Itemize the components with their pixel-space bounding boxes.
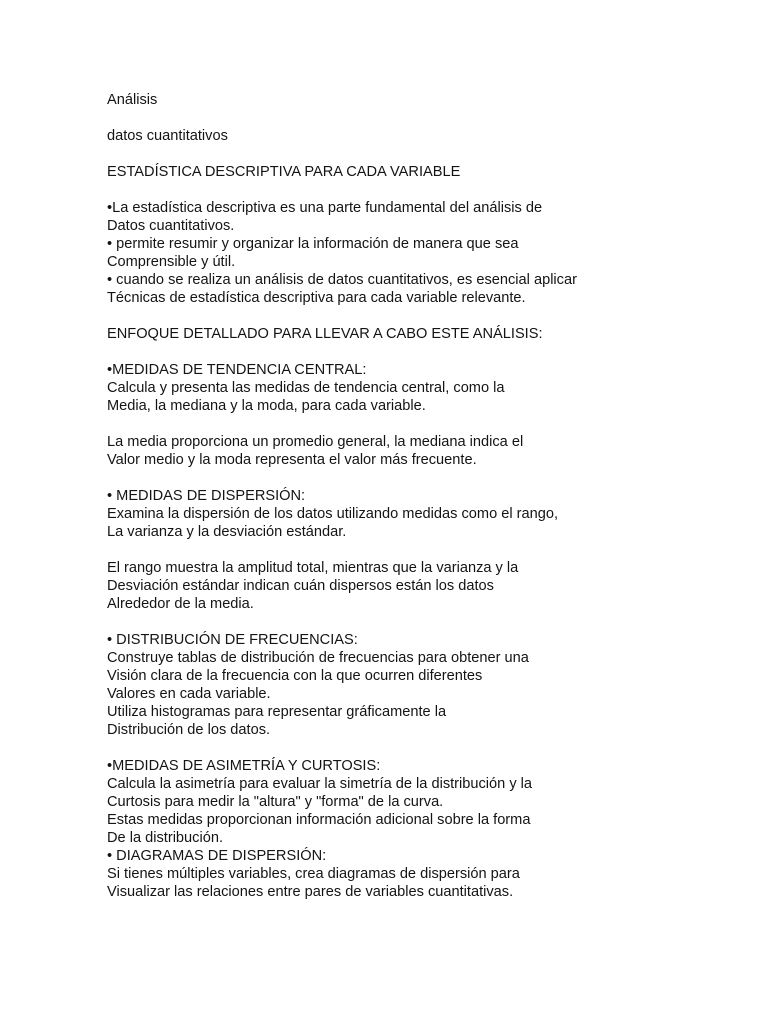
blank-line [107,145,707,163]
text-line: Técnicas de estadística descriptiva para cada variable relevante. [107,290,526,306]
text-line: El rango muestra la amplitud total, mientras que la varianza y la [107,560,519,576]
section-heading: ENFOQUE DETALLADO PARA LLEVAR A CABO ESTE ANÁLISIS: [107,326,543,342]
subsection-heading: • DIAGRAMAS DE DISPERSIÓN: [107,848,327,864]
blank-line [107,613,707,631]
blank-line [107,307,707,325]
text-line: De la distribución. [107,830,223,846]
text-line: Visión clara de la frecuencia con la que ocurren diferentes [107,668,483,684]
blank-line [107,541,707,559]
text-line: Construye tablas de distribución de frecuencias para obtener una [107,650,529,666]
text-line: La media proporciona un promedio general, la mediana indica el [107,434,524,450]
text-line: Valor medio y la moda representa el valor más frecuente. [107,452,477,468]
text-line: La varianza y la desviación estándar. [107,524,347,540]
text-line: Calcula y presenta las medidas de tendencia central, como la [107,380,505,396]
subsection-heading: •MEDIDAS DE ASIMETRÍA Y CURTOSIS: [107,758,381,774]
text-line: Examina la dispersión de los datos utilizando medidas como el rango, [107,506,559,522]
text-line: Media, la mediana y la moda, para cada variable. [107,398,426,414]
blank-line [107,181,707,199]
text-line: Visualizar las relaciones entre pares de variables cuantitativas. [107,884,514,900]
text-line: Desviación estándar indican cuán dispersos están los datos [107,578,494,594]
text-line: Estas medidas proporcionan información adicional sobre la forma [107,812,531,828]
subsection-heading: • DISTRIBUCIÓN DE FRECUENCIAS: [107,632,358,648]
blank-line [107,469,707,487]
text-line: Datos cuantitativos. [107,218,235,234]
text-line: Curtosis para medir la "altura" y "forma" de la curva. [107,794,444,810]
document-body [107,91,707,901]
document-subtitle: datos cuantitativos [107,128,228,144]
section-heading: ESTADÍSTICA DESCRIPTIVA PARA CADA VARIABLE [107,164,461,180]
text-line: Distribución de los datos. [107,722,271,738]
text-line: •La estadística descriptiva es una parte fundamental del análisis de [107,200,543,216]
text-line: Comprensible y útil. [107,254,236,270]
document-title: Análisis [107,92,158,108]
blank-line [107,415,707,433]
text-line: Si tienes múltiples variables, crea diagramas de dispersión para [107,866,520,882]
blank-line [107,343,707,361]
text-line: Valores en cada variable. [107,686,271,702]
text-line: Alrededor de la media. [107,596,254,612]
subsection-heading: •MEDIDAS DE TENDENCIA CENTRAL: [107,362,367,378]
blank-line [107,109,707,127]
text-line: Calcula la asimetría para evaluar la simetría de la distribución y la [107,776,533,792]
subsection-heading: • MEDIDAS DE DISPERSIÓN: [107,488,306,504]
text-line: • permite resumir y organizar la información de manera que sea [107,236,519,252]
text-line: • cuando se realiza un análisis de datos cuantitativos, es esencial aplicar [107,272,577,288]
blank-line [107,739,707,757]
text-line: Utiliza histogramas para representar gráficamente la [107,704,447,720]
